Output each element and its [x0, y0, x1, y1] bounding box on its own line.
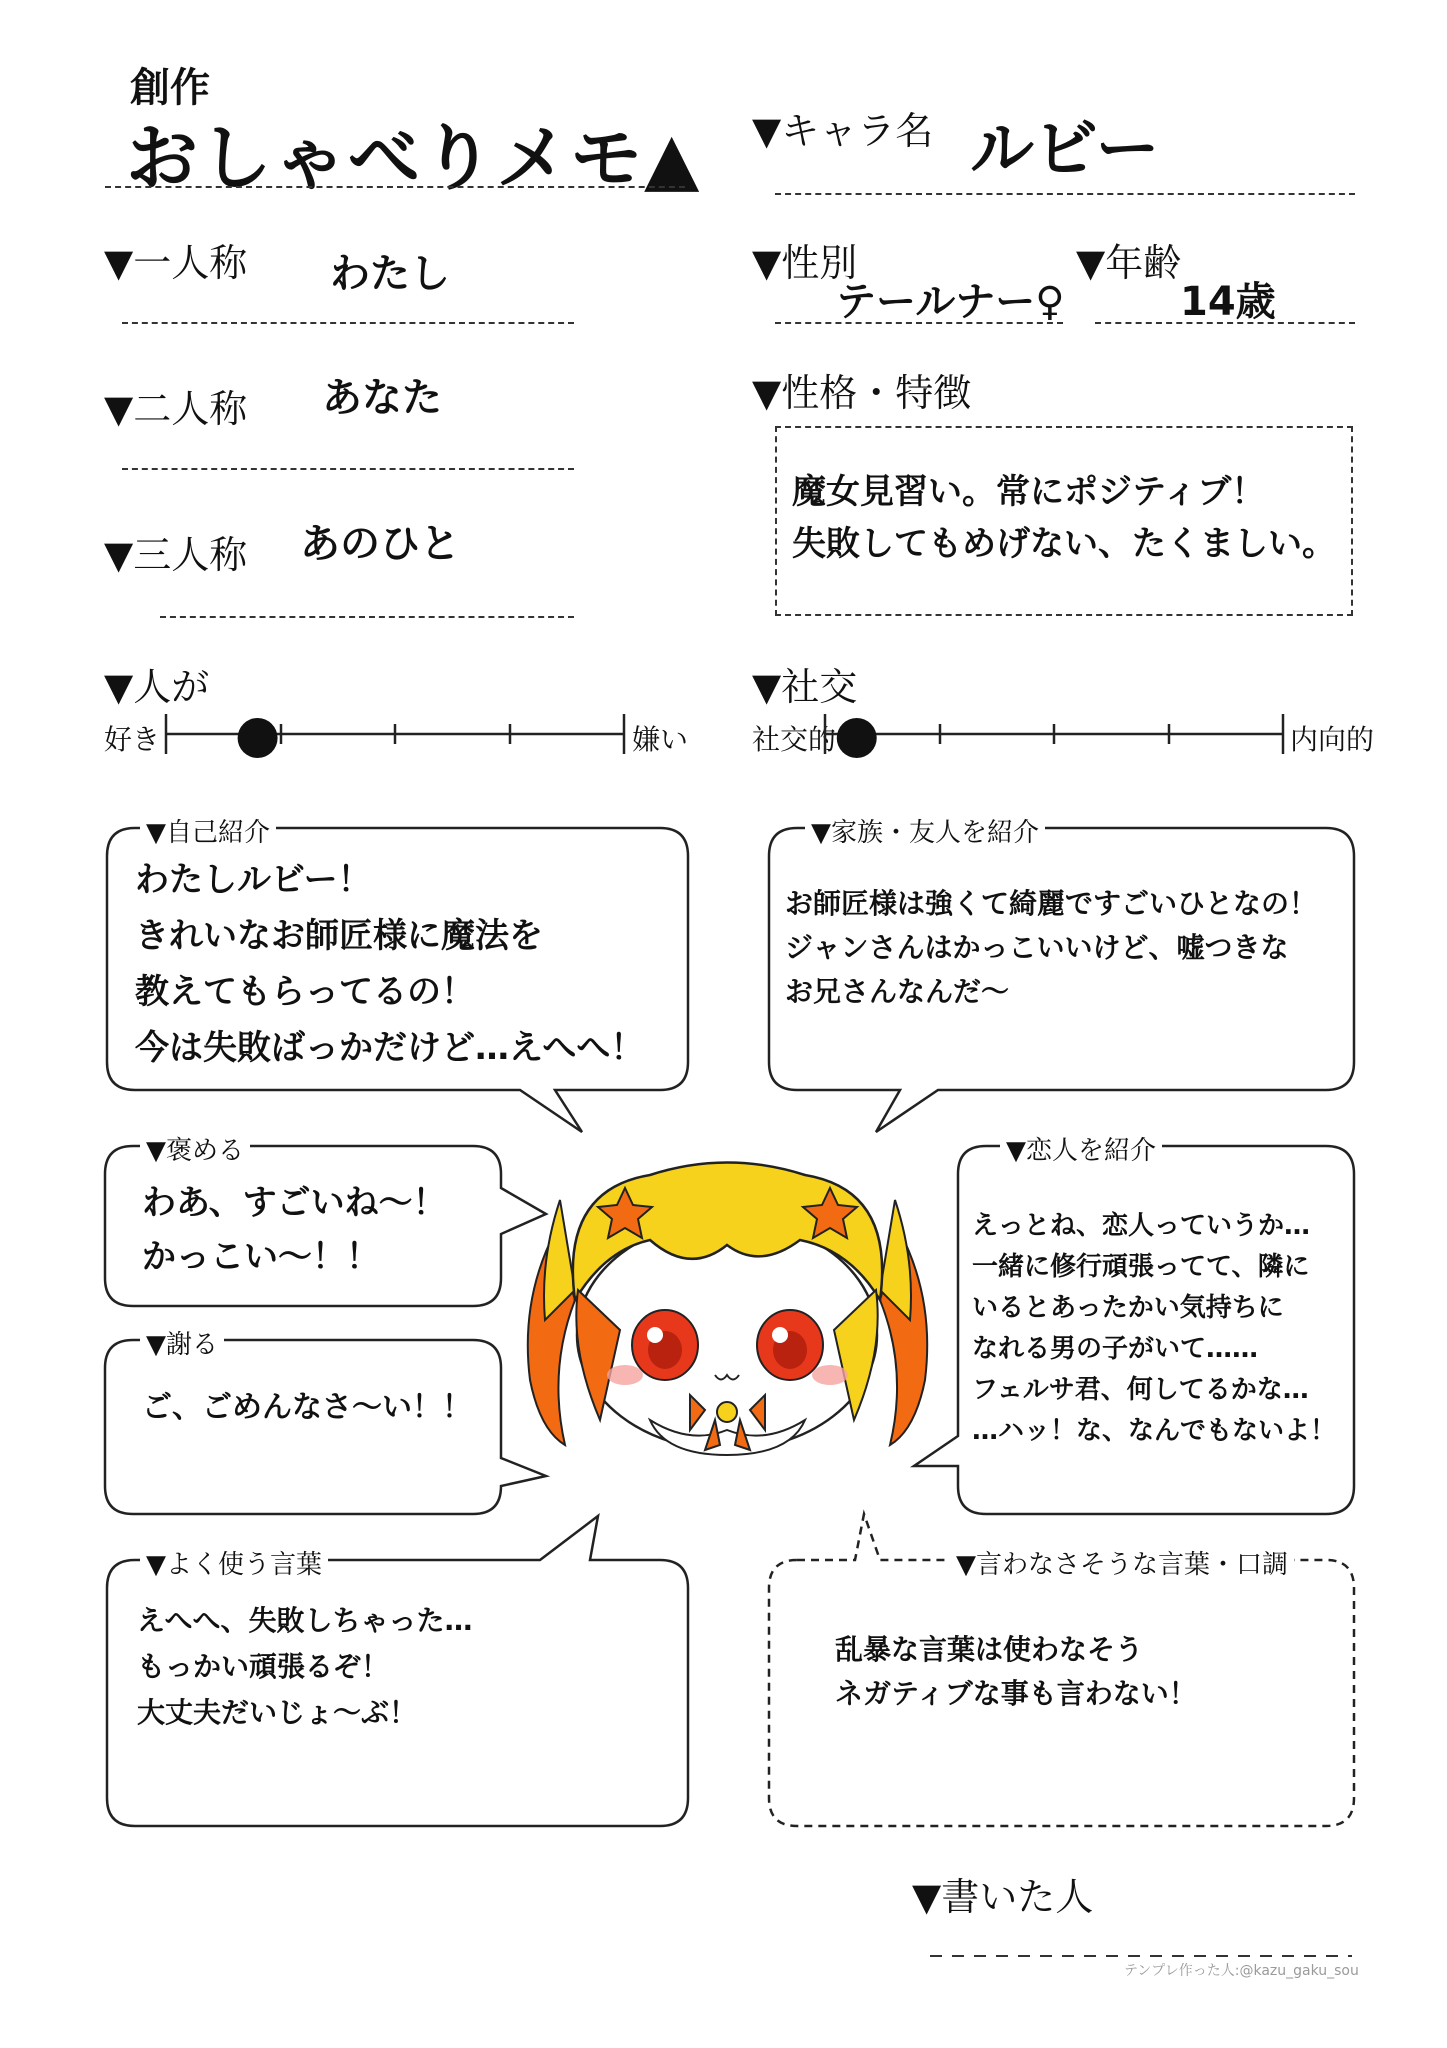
header-subtitle: 創作 [130, 65, 210, 111]
lover-label: ▼恋人を紹介 [1000, 1130, 1162, 1167]
people-scale-left: 好き [104, 723, 161, 756]
character-illustration [528, 1163, 927, 1456]
age-value[interactable]: 14歳 [1180, 279, 1276, 325]
gender-label: ▼性別 [752, 241, 858, 285]
social-scale-label: ▼社交 [752, 665, 858, 709]
apology-text[interactable]: ご、ごめんなさ〜い！！ [142, 1390, 472, 1425]
apology-label: ▼謝る [140, 1324, 224, 1361]
never-label: ▼言わなさそうな言葉・口調 [950, 1544, 1294, 1581]
third-person-label: ▼三人称 [104, 533, 248, 577]
praise-text[interactable]: わあ、すごいね〜！ かっこい〜！！ [142, 1183, 447, 1277]
personality-value[interactable]: 魔女見習い。常にポジティブ！ 失敗してもめげない、たくましい。 [792, 472, 1336, 564]
never-text[interactable]: 乱暴な言葉は使わなそう ネガティブな事も言わない！ [835, 1633, 1197, 1710]
social-scale-right: 内向的 [1290, 723, 1375, 756]
first-person-value[interactable]: わたし [330, 251, 450, 297]
personality-label: ▼性格・特徴 [752, 371, 972, 415]
social-scale-knob [837, 718, 877, 758]
social-scale-left: 社交的 [752, 723, 837, 756]
second-person-value[interactable]: あなた [322, 375, 442, 421]
family-label: ▼家族・友人を紹介 [805, 812, 1045, 849]
family-text[interactable]: お師匠様は強くて綺麗ですごいひとなの！ ジャンさんはかっこいいけど、嘘つきな お兄さんなんだ〜 [785, 887, 1318, 1008]
intro-label: ▼自己紹介 [140, 812, 276, 849]
praise-label: ▼褒める [140, 1130, 250, 1167]
common-text[interactable]: えへへ、失敗しちゃった… もっかい頑張るぞ！ 大丈夫だいじょ〜ぶ！ [137, 1604, 473, 1729]
name-label: ▼キャラ名 [752, 109, 934, 153]
lover-text[interactable]: えっとね、恋人っていうか… 一緒に修行頑張ってて、隣に いるとあったかい気持ちに なれる男の子がいて…… フェルサ君、何してるかな… …ハッ！な、なんでもないよ！ [972, 1211, 1337, 1446]
people-scale-knob [238, 718, 278, 758]
name-value[interactable]: ルビー [970, 113, 1160, 187]
page-title: おしゃべりメモ▲ [126, 116, 702, 200]
third-person-value[interactable]: あのひと [300, 521, 460, 567]
gender-value[interactable]: テールナー♀ [836, 279, 1065, 325]
second-person-label: ▼二人称 [104, 387, 248, 431]
template-credit: テンプレ作った人:@kazu_gaku_sou [1124, 1963, 1359, 1979]
author-label: ▼書いた人 [912, 1875, 1094, 1919]
common-label: ▼よく使う言葉 [140, 1544, 328, 1581]
people-scale-right: 嫌い [632, 723, 689, 756]
people-scale-label: ▼人が [104, 665, 210, 709]
intro-text[interactable]: わたしルビー！ きれいなお師匠様に魔法を 教えてもらってるの！ 今は失敗ばっかだけど…えへへ！ [135, 860, 645, 1068]
age-label: ▼年齢 [1076, 241, 1182, 285]
first-person-label: ▼一人称 [104, 241, 248, 285]
